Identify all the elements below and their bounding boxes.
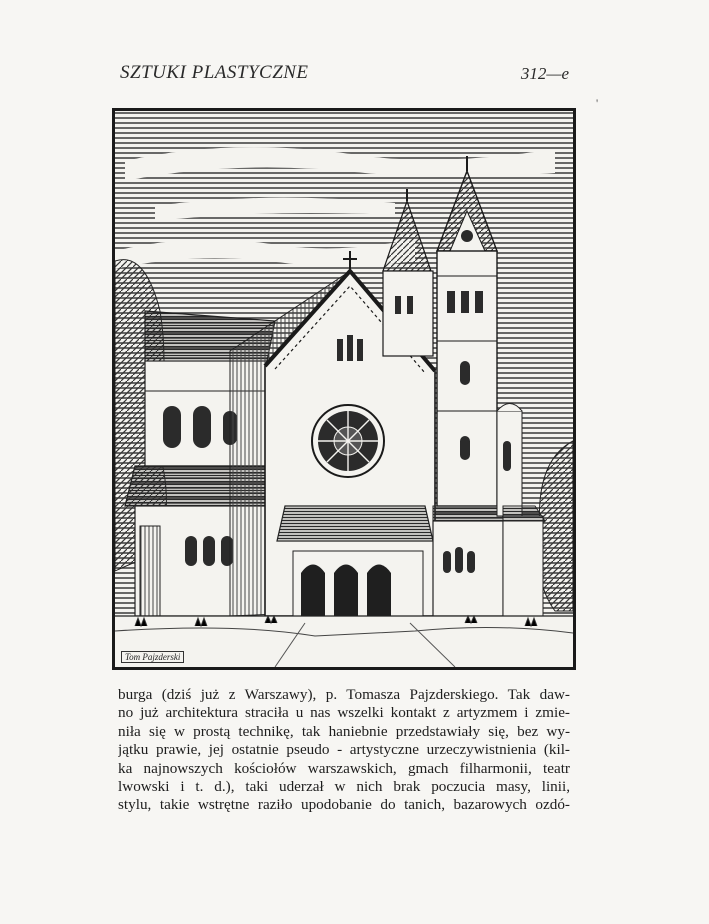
text-line: jątku prawie, jej ostatnie pseudo - artystyczne urzeczywistnienia (kil- (118, 741, 570, 759)
text-line: stylu, takie wstrętne raziło upodobanie do tanich, bazarowych ozdó- (118, 796, 570, 814)
church-illustration (112, 108, 576, 670)
page-number: 312—e (520, 64, 569, 83)
church-engraving (115, 111, 573, 667)
margin-mark: ' (596, 96, 599, 110)
running-title: SZTUKI PLASTYCZNE (120, 62, 309, 83)
text-line: burga (dziś już z Warszawy), p. Tomasza Pajzderskiego. Tak daw- (118, 686, 570, 703)
text-line: no już architektura straciła u nas wszelki kontakt z artyzmem i zmie- (118, 704, 570, 722)
text-line: niła się w prostą technikę, tak haniebnie przedstawiały się, bez wy- (118, 722, 570, 740)
text-line: ka najnowszych kościołów warszawskich, gmach filharmonii, teatr (118, 759, 570, 777)
body-paragraph (118, 686, 570, 815)
text-line: lwowski i t. d.), taki uderzał w nich brak poczucia masy, linii, (118, 778, 570, 796)
artist-signature: Tom Pajzderski (121, 651, 184, 663)
